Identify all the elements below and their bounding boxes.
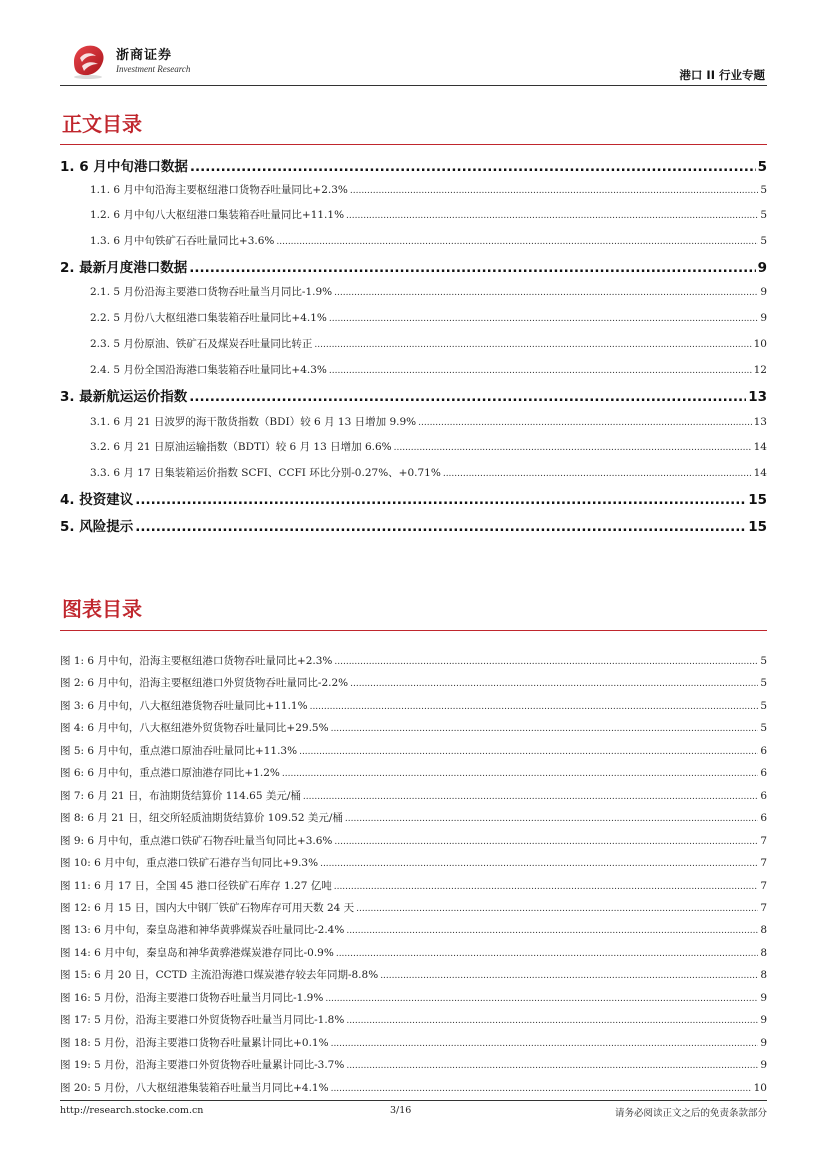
- figure-entry-page: 7: [760, 902, 767, 914]
- figure-entry-label: 图 6: 6 月中旬，重点港口原油港存同比+1.2%: [60, 767, 280, 779]
- toc-entry-label: 3.1. 6 月 21 日波罗的海干散货指数（BDI）较 6 月 13 日增加 9.9%: [90, 416, 417, 428]
- figure-entry-page: 9: [760, 1059, 767, 1071]
- figure-entry-label: 图 16: 5 月份，沿海主要港口货物吞吐量当月同比-1.9%: [60, 992, 324, 1004]
- figure-entry-label: 图 11: 6 月 17 日，全国 45 港口径铁矿石库存 1.27 亿吨: [60, 880, 332, 892]
- figure-entry-page: 5: [760, 677, 767, 689]
- figure-index-entry[interactable]: [60, 698, 767, 713]
- zheshang-logo-icon: [68, 40, 108, 80]
- toc-entry-page: 12: [753, 364, 767, 376]
- figure-index-entry[interactable]: [60, 1035, 767, 1050]
- figure-entry-label: 图 14: 6 月中旬，秦皇岛和神华黄骅港煤炭港存同比-0.9%: [60, 947, 334, 959]
- figure-entry-label: 图 2: 6 月中旬，沿海主要枢纽港口外贸货物吞吐量同比-2.2%: [60, 677, 349, 689]
- figure-entry-page: 8: [760, 924, 767, 936]
- toc-entry-page: 9: [760, 286, 767, 298]
- figure-index-title: 图表目录: [62, 597, 142, 621]
- toc-section-entry[interactable]: [90, 362, 767, 377]
- figure-index-entry[interactable]: [60, 855, 767, 870]
- toc-section-entry[interactable]: [90, 182, 767, 197]
- toc-entry-page: 15: [748, 492, 767, 508]
- industry-topic-label: 港口 II 行业专题: [679, 68, 765, 82]
- leader-dots: [303, 792, 758, 802]
- figure-entry-page: 8: [760, 947, 767, 959]
- toc-entry-page: 14: [753, 441, 767, 453]
- leader-dots: [325, 994, 758, 1004]
- leader-dots: [320, 859, 758, 869]
- leader-dots: [331, 724, 759, 734]
- leader-dots: [334, 882, 759, 892]
- page-number: 3/16: [390, 1105, 412, 1116]
- figure-entry-page: 6: [760, 745, 767, 757]
- page-header: [60, 36, 767, 86]
- figure-entry-label: 图 15: 6 月 20 日，CCTD 主流沿海港口煤炭港存较去年同期-8.8%: [60, 969, 379, 981]
- toc-chapter-entry[interactable]: [60, 385, 767, 405]
- leader-dots: [346, 926, 758, 936]
- figure-entry-page: 7: [760, 880, 767, 892]
- figure-entry-label: 图 1: 6 月中旬，沿海主要枢纽港口货物吞吐量同比+2.3%: [60, 655, 333, 667]
- leader-dots: [394, 443, 752, 453]
- leader-dots: [380, 971, 758, 981]
- toc-section-entry[interactable]: [90, 439, 767, 454]
- leader-dots: [331, 1039, 759, 1049]
- leader-dots: [282, 769, 758, 779]
- toc-section-entry[interactable]: [90, 414, 767, 429]
- figure-entry-page: 9: [760, 992, 767, 1004]
- figure-entry-page: 9: [760, 1037, 767, 1049]
- figure-index-entry[interactable]: [60, 1012, 767, 1027]
- toc-entry-page: 10: [753, 338, 767, 350]
- toc-entry-label: 2.3. 5 月份原油、铁矿石及煤炭吞吐量同比转正: [90, 338, 313, 350]
- toc-section-entry[interactable]: [90, 465, 767, 480]
- leader-dots: [346, 211, 758, 221]
- figure-index-entry[interactable]: [60, 788, 767, 803]
- logo-english-name: Investment Research: [116, 64, 191, 74]
- toc-title-rule: [60, 144, 767, 145]
- toc-entry-label: 1. 6 月中旬港口数据: [60, 159, 188, 175]
- leader-dots: [329, 314, 758, 324]
- leader-dots: [189, 260, 755, 276]
- toc-entry-page: 5: [760, 235, 767, 247]
- toc-entry-label: 1.3. 6 月中旬铁矿石吞吐量同比+3.6%: [90, 235, 275, 247]
- leader-dots: [345, 814, 758, 824]
- leader-dots: [189, 389, 746, 405]
- figure-entry-page: 7: [760, 857, 767, 869]
- toc-section-entry[interactable]: [90, 284, 767, 299]
- figure-entry-label: 图 17: 5 月份，沿海主要港口外贸货物吞吐量当月同比-1.8%: [60, 1014, 345, 1026]
- toc-section-entry[interactable]: [90, 207, 767, 222]
- figure-index-entry[interactable]: [60, 810, 767, 825]
- toc-entry-label: 2.4. 5 月份全国沿海港口集装箱吞吐量同比+4.3%: [90, 364, 327, 376]
- figure-index-entry[interactable]: [60, 922, 767, 937]
- toc-entry-page: 5: [760, 184, 767, 196]
- figure-index-entry[interactable]: [60, 675, 767, 690]
- toc-entry-page: 5: [757, 159, 767, 175]
- leader-dots: [329, 366, 752, 376]
- leader-dots: [334, 837, 758, 847]
- figure-index-entry[interactable]: [60, 720, 767, 735]
- toc-entry-label: 3.3. 6 月 17 日集装箱运价指数 SCFI、CCFI 环比分别-0.27%、+0.71%: [90, 467, 441, 479]
- figure-index-entry[interactable]: [60, 833, 767, 848]
- toc-section-entry[interactable]: [90, 336, 767, 351]
- figure-entry-label: 图 13: 6 月中旬，秦皇岛港和神华黄骅煤炭吞吐量同比-2.4%: [60, 924, 345, 936]
- figure-entry-page: 6: [760, 812, 767, 824]
- toc-entry-label: 3.2. 6 月 21 日原油运输指数（BDTI）较 6 月 13 日增加 6.6%: [90, 441, 392, 453]
- leader-dots: [356, 904, 758, 914]
- figure-entry-page: 5: [760, 722, 767, 734]
- figure-entry-label: 图 12: 6 月 15 日，国内大中钢厂铁矿石物库存可用天数 24 天: [60, 902, 355, 914]
- leader-dots: [346, 1016, 758, 1026]
- leader-dots: [443, 469, 752, 479]
- leader-dots: [346, 1061, 758, 1071]
- figure-entry-label: 图 18: 5 月份，沿海主要港口货物吞吐量累计同比+0.1%: [60, 1037, 329, 1049]
- leader-dots: [334, 657, 758, 667]
- figure-index-entry[interactable]: [60, 765, 767, 780]
- leader-dots: [350, 186, 758, 196]
- leader-dots: [135, 519, 746, 535]
- figure-index-entry[interactable]: [60, 653, 767, 668]
- toc-entry-label: 1.1. 6 月中旬沿海主要枢纽港口货物吞吐量同比+2.3%: [90, 184, 348, 196]
- figure-entry-label: 图 3: 6 月中旬，八大枢纽港货物吞吐量同比+11.1%: [60, 700, 308, 712]
- toc-chapter-entry[interactable]: [60, 515, 767, 535]
- footer-disclaimer: 请务必阅读正文之后的免责条款部分: [614, 1108, 767, 1119]
- figure-entry-page: 6: [760, 767, 767, 779]
- toc-entry-label: 2.2. 5 月份八大枢纽港口集装箱吞吐量同比+4.1%: [90, 312, 327, 324]
- toc-entry-page: 15: [748, 519, 767, 535]
- leader-dots: [331, 1084, 752, 1094]
- figure-index-title-rule: [60, 630, 767, 631]
- figure-entry-label: 图 7: 6 月 21 日，布油期货结算价 114.65 美元/桶: [60, 790, 301, 802]
- toc-section-entry[interactable]: [90, 310, 767, 325]
- figure-entry-page: 5: [760, 655, 767, 667]
- figure-index-entry[interactable]: [60, 945, 767, 960]
- toc-chapter-entry[interactable]: [60, 155, 767, 175]
- toc-entry-label: 3. 最新航运运价指数: [60, 389, 188, 405]
- figure-index-entry[interactable]: [60, 900, 767, 915]
- figure-entry-label: 图 5: 6 月中旬，重点港口原油吞吐量同比+11.3%: [60, 745, 298, 757]
- leader-dots: [350, 679, 758, 689]
- leader-dots: [135, 492, 746, 508]
- toc-title: 正文目录: [62, 112, 142, 136]
- figure-entry-label: 图 20: 5 月份，八大枢纽港集装箱吞吐量当月同比+4.1%: [60, 1082, 329, 1094]
- toc-chapter-entry[interactable]: [60, 256, 767, 276]
- figure-index-entry[interactable]: [60, 967, 767, 982]
- figure-entry-page: 5: [760, 700, 767, 712]
- toc-entry-page: 5: [760, 209, 767, 221]
- footer-url[interactable]: http://research.stocke.com.cn: [60, 1105, 204, 1116]
- figure-index-entry[interactable]: [60, 878, 767, 893]
- toc-entry-page: 13: [748, 389, 767, 405]
- toc-chapter-entry[interactable]: [60, 488, 767, 508]
- toc-entry-page: 9: [760, 312, 767, 324]
- leader-dots: [418, 418, 752, 428]
- leader-dots: [299, 747, 758, 757]
- toc-entry-label: 2.1. 5 月份沿海主要港口货物吞吐量当月同比-1.9%: [90, 286, 333, 298]
- leader-dots: [310, 702, 759, 712]
- figure-entry-page: 9: [760, 1014, 767, 1026]
- leader-dots: [336, 949, 758, 959]
- figure-index-entry[interactable]: [60, 1057, 767, 1072]
- header-divider: [60, 85, 767, 86]
- figure-index-entry[interactable]: [60, 990, 767, 1005]
- toc-entry-label: 1.2. 6 月中旬八大枢纽港口集装箱吞吐量同比+11.1%: [90, 209, 345, 221]
- leader-dots: [314, 340, 751, 350]
- figure-entry-page: 8: [760, 969, 767, 981]
- toc-entry-label: 2. 最新月度港口数据: [60, 260, 188, 276]
- toc-entry-label: 4. 投资建议: [60, 492, 134, 508]
- figure-entry-label: 图 9: 6 月中旬，重点港口铁矿石物吞吐量当旬同比+3.6%: [60, 835, 333, 847]
- leader-dots: [190, 159, 756, 175]
- figure-entry-label: 图 19: 5 月份，沿海主要港口外贸货物吞吐量累计同比-3.7%: [60, 1059, 345, 1071]
- leader-dots: [334, 288, 758, 298]
- figure-index-entry[interactable]: [60, 1080, 767, 1095]
- figure-entry-label: 图 8: 6 月 21 日，纽交所轻质油期货结算价 109.52 美元/桶: [60, 812, 343, 824]
- leader-dots: [276, 237, 758, 247]
- figure-entry-label: 图 4: 6 月中旬，八大枢纽港外贸货物吞吐量同比+29.5%: [60, 722, 329, 734]
- figure-entry-page: 7: [760, 835, 767, 847]
- toc-entry-page: 9: [757, 260, 767, 276]
- toc-section-entry[interactable]: [90, 233, 767, 248]
- figure-index-entry[interactable]: [60, 743, 767, 758]
- toc-entry-label: 5. 风险提示: [60, 519, 134, 535]
- toc-entry-page: 13: [753, 416, 767, 428]
- toc-entry-page: 14: [753, 467, 767, 479]
- logo-chinese-name: 浙商证券: [116, 48, 173, 63]
- figure-entry-page: 6: [760, 790, 767, 802]
- figure-entry-label: 图 10: 6 月中旬，重点港口铁矿石港存当旬同比+9.3%: [60, 857, 319, 869]
- figure-entry-page: 10: [753, 1082, 767, 1094]
- footer-divider: [60, 1100, 767, 1101]
